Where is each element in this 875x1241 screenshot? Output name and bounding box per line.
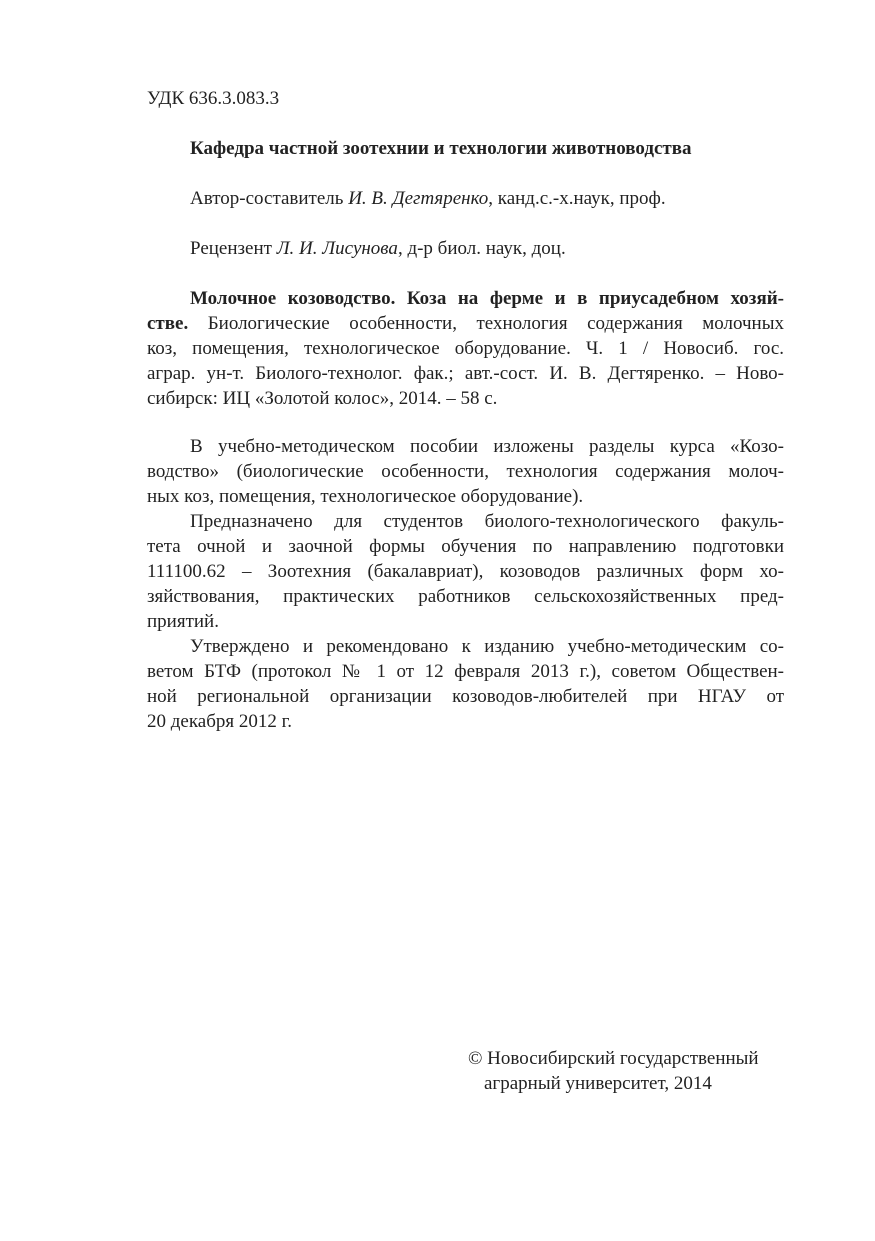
author-name: И. В. Дегтяренко	[348, 188, 489, 209]
annotation-line: ной региональной организации козоводов-любителей при НГАУ от	[147, 686, 784, 707]
annotation	[147, 434, 784, 734]
book-title: Молочное козоводство. Коза на ферме и в приусадебном хозяй-	[190, 288, 784, 309]
annotation-line: водство» (биологические особенности, технология содержания молоч-	[147, 461, 784, 482]
bib-line: аграр. ун-т. Биолого-технолог. фак.; авт.-сост. И. В. Дегтяренко. – Ново-	[147, 363, 784, 384]
bib-line: коз, помещения, технологическое оборудование. Ч. 1 / Новосиб. гос.	[147, 338, 784, 359]
annotation-line: 20 декабря 2012 г.	[147, 711, 293, 732]
reviewer-prefix: Рецензент	[190, 238, 277, 259]
reviewer-name: Л. И. Лисунова	[276, 238, 398, 259]
department-title: Кафедра частной зоотехнии и технологии животноводства	[190, 138, 692, 159]
copyright-line: © Новосибирский государственный	[468, 1048, 759, 1069]
annotation-line: приятий.	[147, 611, 219, 632]
bibliographic-description	[147, 286, 784, 411]
udk-code: УДК 636.3.083.3	[147, 88, 280, 109]
annotation-line: Предназначено для студентов биолого-технологического факуль-	[190, 511, 784, 532]
annotation-line: ветом БТФ (протокол № 1 от 12 февраля 2013 г.), советом Обществен-	[147, 661, 784, 682]
reviewer-suffix: , д-р биол. наук, доц.	[397, 238, 566, 259]
copyright-line: аграрный университет, 2014	[484, 1073, 712, 1094]
author-prefix: Автор-составитель	[190, 188, 349, 209]
annotation-line: 111100.62 – Зоотехния (бакалавриат), козоводов различных форм хо-	[147, 561, 784, 582]
bib-line	[147, 286, 784, 311]
author-suffix: , канд.с.-х.наук, проф.	[488, 188, 666, 209]
annotation-line: тета очной и заочной формы обучения по направлению подготовки	[147, 536, 784, 557]
book-title-end: стве.	[147, 313, 189, 334]
bib-line: стве. Биологические особенности, технология содержания молочных	[147, 313, 784, 334]
bib-line: сибирск: ИЦ «Золотой колос», 2014. – 58 с.	[147, 388, 498, 409]
annotation-line: Утверждено и рекомендовано к изданию учебно-методическим со-	[190, 636, 784, 657]
annotation-line: ных коз, помещения, технологическое оборудование).	[147, 486, 584, 507]
annotation-line: В учебно-методическом пособии изложены разделы курса «Козо-	[190, 436, 784, 457]
reviewer-line	[190, 236, 566, 261]
copyright-notice	[468, 1046, 788, 1096]
annotation-line: зяйствования, практических работников сельскохозяйственных пред-	[147, 586, 784, 607]
author-line	[190, 186, 666, 211]
